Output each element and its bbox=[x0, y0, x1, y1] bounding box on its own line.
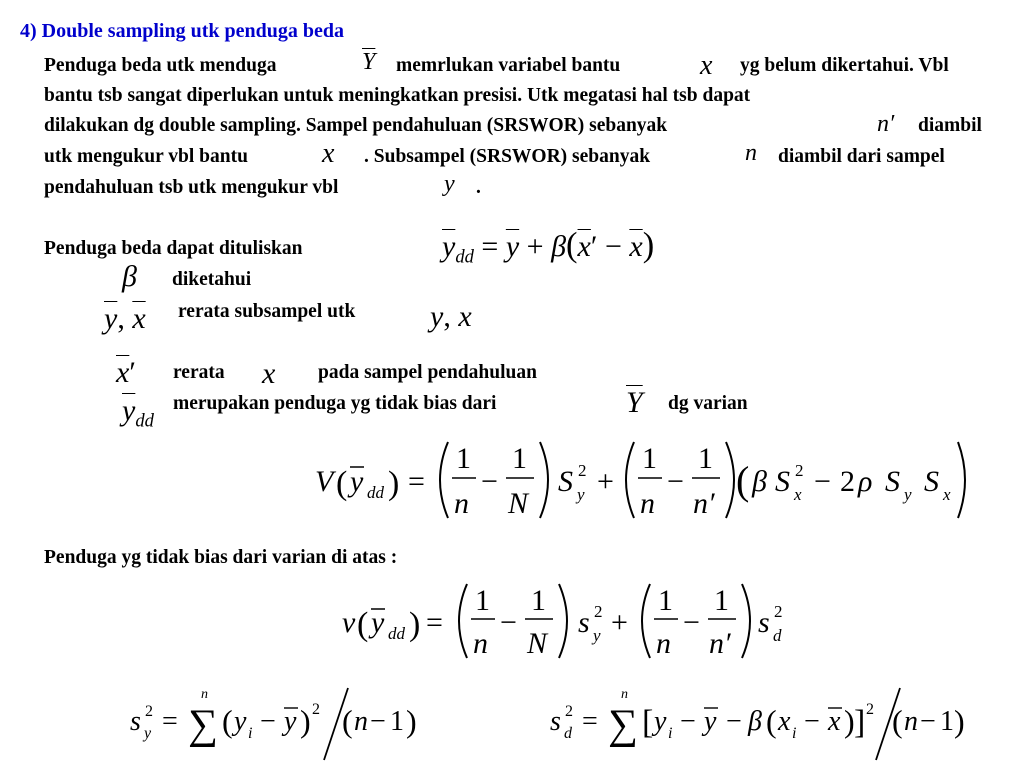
svg-text:−: − bbox=[726, 706, 742, 737]
svg-text:S: S bbox=[558, 465, 573, 498]
svg-text:=: = bbox=[582, 706, 598, 737]
para-line5-b: . bbox=[476, 177, 481, 198]
svg-text:n: n bbox=[656, 627, 671, 660]
sy2-formula bbox=[120, 680, 430, 765]
svg-text:(: ( bbox=[892, 703, 903, 739]
svg-text:x: x bbox=[794, 485, 802, 504]
svg-text:2: 2 bbox=[565, 703, 573, 720]
variance-label: dg varian bbox=[668, 393, 748, 414]
para-line3-a: dilakukan dg double sampling. Sampel pendahuluan (SRSWOR) sebanyak bbox=[44, 115, 668, 136]
svg-text:S: S bbox=[775, 465, 790, 498]
sd2-formula bbox=[540, 680, 980, 765]
y-symbol: y bbox=[444, 171, 455, 197]
svg-text:−: − bbox=[804, 706, 820, 737]
svg-text:1: 1 bbox=[390, 706, 404, 737]
svg-text:1: 1 bbox=[531, 584, 546, 617]
svg-text:β: β bbox=[752, 465, 767, 498]
svg-text:(: ( bbox=[736, 458, 750, 503]
svg-text:d: d bbox=[773, 626, 782, 645]
svg-text:=: = bbox=[162, 706, 178, 737]
svg-text:n: n bbox=[621, 687, 628, 702]
svg-text:∑: ∑ bbox=[188, 702, 218, 748]
svg-text:2: 2 bbox=[795, 461, 804, 480]
svg-text:s: s bbox=[130, 706, 141, 737]
svg-text:n: n bbox=[354, 706, 368, 737]
svg-text:[: [ bbox=[642, 704, 654, 741]
svg-text:N: N bbox=[527, 627, 548, 660]
svg-text:x: x bbox=[943, 485, 951, 504]
svg-text:−: − bbox=[920, 706, 936, 737]
svg-text:s: s bbox=[758, 606, 770, 639]
ybar-xbar-symbols: $\overline{y}$, $\overline{x}$ bbox=[104, 302, 146, 335]
svg-text:(: ( bbox=[357, 606, 369, 643]
svg-text:∑: ∑ bbox=[608, 702, 638, 748]
svg-text:2: 2 bbox=[594, 602, 603, 621]
para-line1-a: Penduga beda utk menduga bbox=[44, 55, 277, 76]
svg-text:N: N bbox=[508, 487, 529, 520]
x-symbol: x bbox=[700, 50, 713, 81]
svg-text:S: S bbox=[885, 465, 900, 498]
svg-text:n: n bbox=[454, 487, 469, 520]
y-x-symbols: y, x bbox=[430, 300, 472, 333]
svg-text:): ) bbox=[954, 703, 965, 739]
svg-text:+: + bbox=[611, 606, 628, 639]
svg-text:y: y bbox=[577, 485, 585, 504]
svg-text:y: y bbox=[350, 465, 364, 498]
svg-text:s: s bbox=[550, 706, 561, 737]
para-line4-b: . Subsampel (SRSWOR) sebanyak bbox=[364, 146, 651, 167]
estimator-intro: Penduga beda dapat dituliskan bbox=[44, 238, 303, 259]
Ybar-symbol-2: $\overline{Y}$ bbox=[626, 386, 643, 419]
variance-formula bbox=[300, 430, 990, 530]
svg-text:1: 1 bbox=[642, 442, 657, 475]
svg-text:(: ( bbox=[342, 703, 353, 739]
svg-text:(: ( bbox=[766, 703, 777, 739]
svg-text:x: x bbox=[828, 706, 841, 737]
Ybar-symbol: $\overline{Y}$ bbox=[362, 49, 376, 75]
para-line4-c: diambil dari sampel bbox=[778, 146, 945, 167]
x-symbol-2: x bbox=[322, 138, 335, 169]
svg-text:1: 1 bbox=[456, 442, 471, 475]
svg-text:2: 2 bbox=[774, 602, 783, 621]
para-line4-a: utk mengukur vbl bantu bbox=[44, 146, 248, 167]
svg-text:(: ( bbox=[336, 465, 348, 502]
svg-text:−: − bbox=[260, 706, 276, 737]
svg-text:=: = bbox=[426, 606, 443, 639]
svg-text:d: d bbox=[564, 725, 572, 742]
svg-text:dd: dd bbox=[388, 624, 405, 643]
slide-title: 4) Double sampling utk penduga beda bbox=[20, 20, 344, 42]
svg-text:y: y bbox=[234, 706, 247, 737]
svg-text:n: n bbox=[201, 687, 208, 702]
estimator-equation: $\overline{y}_{dd} = \overline{y} + \beta(\overline{x}' - \overline{x})$ bbox=[442, 226, 655, 268]
x-symbol-3: x bbox=[262, 357, 276, 390]
para-line1-b: memrlukan variabel bantu bbox=[396, 55, 621, 76]
svg-text:1: 1 bbox=[475, 584, 490, 617]
unbiased-label: merupakan penduga yg tidak bias dari bbox=[173, 393, 497, 414]
svg-text:n: n bbox=[904, 706, 918, 737]
svg-text:y: y bbox=[904, 485, 912, 504]
pada-label: pada sampel pendahuluan bbox=[318, 362, 537, 383]
svg-text:ρ: ρ bbox=[858, 465, 873, 498]
svg-text:n: n bbox=[640, 487, 655, 520]
svg-text:2: 2 bbox=[578, 461, 587, 480]
svg-text:y: y bbox=[654, 706, 667, 737]
svg-text:1: 1 bbox=[512, 442, 527, 475]
svg-text:i: i bbox=[668, 725, 673, 742]
svg-text:2: 2 bbox=[145, 703, 153, 720]
n-prime-symbol: n′ bbox=[877, 111, 895, 137]
mean-subsample-label: rerata subsampel utk bbox=[178, 301, 356, 322]
rerata-label: rerata bbox=[173, 362, 225, 383]
variance-estimator-formula bbox=[330, 576, 800, 666]
svg-text:): ) bbox=[388, 465, 400, 502]
svg-text:v: v bbox=[342, 606, 356, 639]
svg-text:β: β bbox=[748, 706, 762, 737]
para-line2: bantu tsb sangat diperlukan untuk meningkatkan presisi. Utk megatasi hal tsb dapat bbox=[44, 85, 751, 106]
svg-text:2: 2 bbox=[840, 465, 855, 498]
svg-text:y: y bbox=[704, 706, 717, 737]
svg-text:−: − bbox=[481, 465, 498, 498]
svg-text:2: 2 bbox=[866, 701, 874, 718]
svg-text:−: − bbox=[667, 465, 684, 498]
svg-text:V: V bbox=[315, 465, 334, 498]
xbar-prime-symbol: $\overline{x}'$ bbox=[116, 356, 136, 389]
para-line1-c: yg belum dikertahui. Vbl bbox=[740, 55, 949, 76]
svg-text:+: + bbox=[597, 465, 614, 498]
svg-text:): ) bbox=[409, 606, 421, 643]
svg-text:(: ( bbox=[222, 703, 233, 739]
para-line3-b: diambil bbox=[918, 115, 982, 136]
svg-text:−: − bbox=[680, 706, 696, 737]
svg-text:y: y bbox=[593, 626, 601, 645]
svg-text:y: y bbox=[371, 606, 385, 639]
svg-text:−: − bbox=[683, 606, 700, 639]
svg-text:i: i bbox=[248, 725, 253, 742]
svg-text:n: n bbox=[473, 627, 488, 660]
beta-known-label: diketahui bbox=[172, 269, 252, 290]
svg-text:1: 1 bbox=[658, 584, 673, 617]
svg-text:−: − bbox=[814, 465, 831, 498]
svg-text:=: = bbox=[408, 465, 425, 498]
svg-text:s: s bbox=[578, 606, 590, 639]
svg-text:1: 1 bbox=[714, 584, 729, 617]
svg-text:i: i bbox=[792, 725, 797, 742]
beta-symbol: β bbox=[122, 260, 137, 293]
svg-text:1: 1 bbox=[698, 442, 713, 475]
svg-text:y: y bbox=[144, 725, 152, 742]
svg-text:−: − bbox=[370, 706, 386, 737]
ydd-symbol: $\overline{y}_{dd}$ bbox=[122, 394, 154, 432]
svg-text:): ) bbox=[300, 703, 311, 739]
n-symbol: n bbox=[745, 140, 757, 166]
svg-text:n′: n′ bbox=[693, 487, 715, 520]
svg-text:S: S bbox=[924, 465, 939, 498]
estimator-heading: Penduga yg tidak bias dari varian di atas : bbox=[44, 547, 398, 568]
svg-text:n′: n′ bbox=[709, 627, 731, 660]
svg-text:1: 1 bbox=[940, 706, 954, 737]
para-line5-a: pendahuluan tsb utk mengukur vbl bbox=[44, 177, 339, 198]
svg-text:x: x bbox=[778, 706, 791, 737]
svg-text:y: y bbox=[284, 706, 297, 737]
svg-text:−: − bbox=[500, 606, 517, 639]
svg-text:]: ] bbox=[854, 704, 866, 741]
svg-text:): ) bbox=[844, 703, 855, 739]
svg-text:2: 2 bbox=[312, 701, 320, 718]
svg-text:dd: dd bbox=[367, 483, 384, 502]
svg-text:): ) bbox=[406, 703, 417, 739]
